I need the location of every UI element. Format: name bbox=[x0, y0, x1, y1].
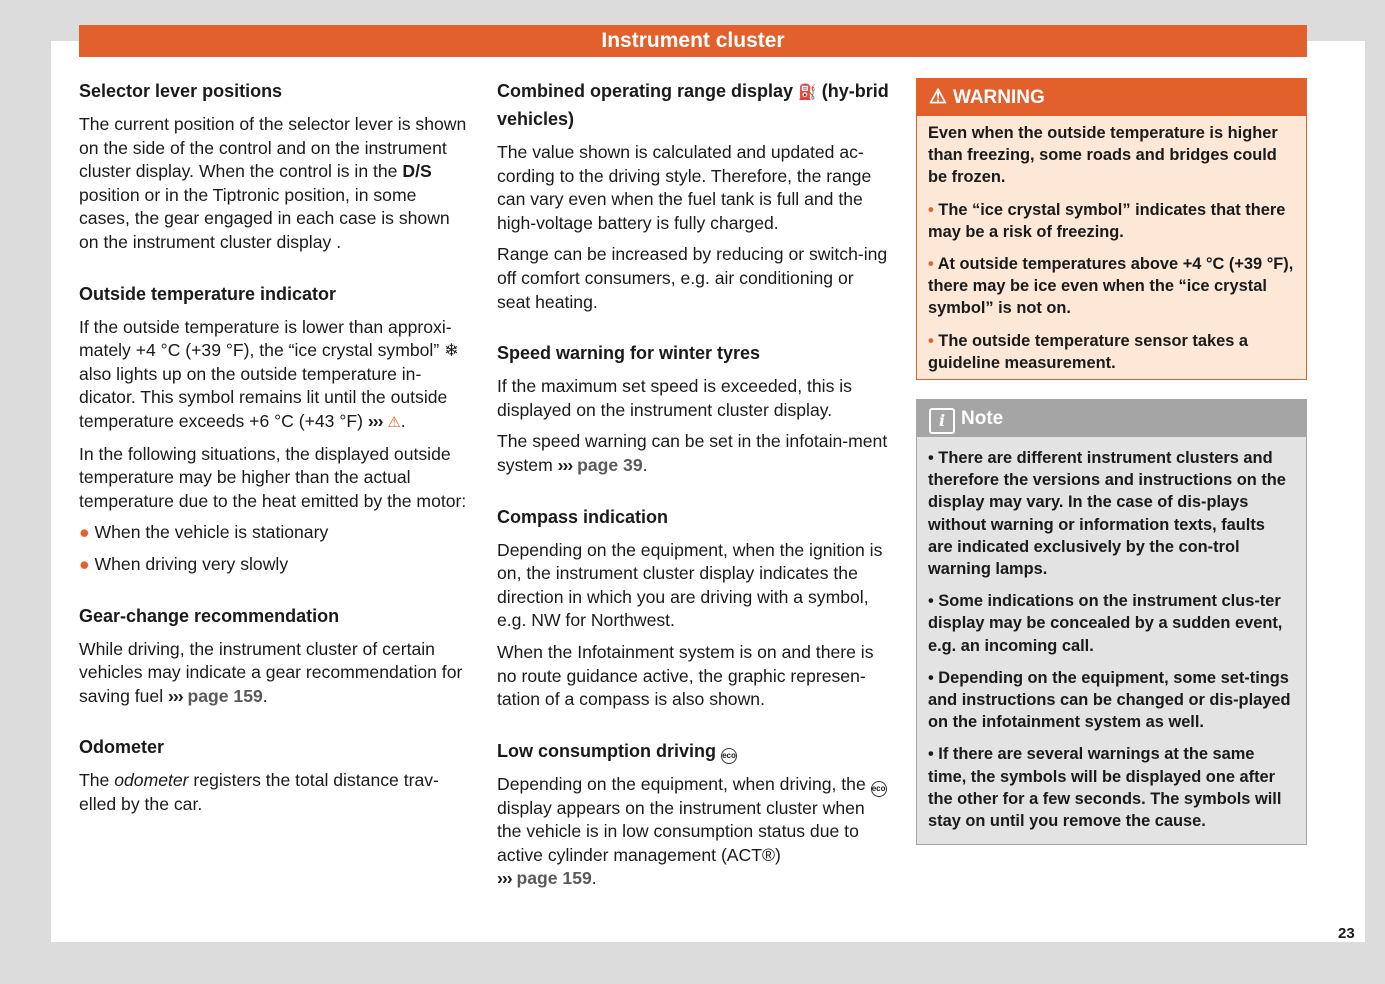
warning-triangle-icon[interactable]: ⚠ bbox=[387, 413, 401, 431]
warning-box bbox=[916, 78, 1307, 380]
text: Combined operating range display bbox=[497, 81, 799, 101]
heading-compass: Compass indication bbox=[497, 506, 669, 527]
text: At outside temperatures above +4 °C (+39 °F), there may be ice even when the “ice crystal symbol” is not on. bbox=[928, 255, 1294, 318]
list-item bbox=[79, 553, 471, 577]
bullet-icon: • bbox=[928, 668, 934, 687]
section-compass bbox=[497, 504, 889, 712]
heading-operating-range bbox=[497, 78, 889, 132]
list-item bbox=[928, 447, 1294, 580]
note-title: Note bbox=[961, 408, 1004, 429]
text: The speed warning can be set in the infotain-ment system bbox=[497, 431, 888, 475]
eco-icon: eco bbox=[871, 781, 887, 797]
list-item bbox=[79, 521, 471, 545]
note-box bbox=[916, 399, 1307, 845]
list-item bbox=[928, 743, 1294, 832]
heading-low-consumption bbox=[497, 738, 889, 764]
text: The current position of the selector lever is shown on the side of the control and on the instrument cluster display. When the control is in the bbox=[79, 114, 467, 182]
text: If the outside temperature is lower than approxi-mately +4 °C (+39 °F), the “ice crystal symbol” bbox=[79, 316, 452, 361]
text: . bbox=[262, 685, 268, 706]
bullet-icon: ● bbox=[79, 553, 90, 574]
text: When driving very slowly bbox=[94, 553, 289, 574]
text: position or in the Tiptronic position, in some cases, the gear engaged in each case is shown on the instrument cluster display . bbox=[79, 184, 450, 252]
paragraph bbox=[79, 638, 471, 709]
snowflake-icon: ❄ bbox=[444, 340, 459, 361]
paragraph bbox=[497, 773, 889, 891]
section-operating-range bbox=[497, 78, 889, 314]
heading-selector-lever: Selector lever positions bbox=[79, 81, 283, 101]
list-item bbox=[928, 590, 1294, 657]
paragraph bbox=[79, 113, 471, 255]
section-outside-temperature bbox=[79, 281, 471, 577]
column-middle bbox=[497, 78, 889, 917]
text: While driving, the instrument cluster of certain vehicles may indicate a gear recommendation for saving fuel bbox=[79, 638, 463, 706]
text: Low consumption driving bbox=[497, 740, 721, 761]
text: Depending on the equipment, some set-tings and instructions can be changed or dis-played on the infotainment system as well. bbox=[928, 668, 1291, 732]
text: If there are several warnings at the same time, the symbols will be displayed one after the other for a few seconds. The symbols will stay on until you remove the cause. bbox=[928, 745, 1282, 831]
page-link[interactable]: page 39 bbox=[577, 454, 643, 475]
bullet-icon: • bbox=[928, 255, 934, 274]
heading-gear-change: Gear-change recommendation bbox=[79, 605, 340, 626]
paragraph: If the maximum set speed is exceeded, this is displayed on the instrument cluster display. bbox=[497, 376, 852, 420]
section-gear-change bbox=[79, 603, 471, 709]
text: registers the total distance trav-elled by the car. bbox=[79, 770, 439, 814]
heading-speed-warning: Speed warning for winter tyres bbox=[497, 343, 761, 364]
bullet-icon: • bbox=[928, 331, 934, 350]
heading-odometer: Odometer bbox=[79, 737, 165, 758]
list-item bbox=[928, 667, 1294, 734]
paragraph: Even when the outside temperature is higher than freezing, some roads and bridges could be frozen. bbox=[928, 124, 1278, 187]
text: . bbox=[591, 868, 597, 889]
paragraph: The value shown is calculated and updated ac-cording to the driving style. Therefore, the range can vary even when the fuel tank is full and the high-voltage battery is fully charged. bbox=[497, 142, 872, 233]
list-item bbox=[928, 330, 1294, 374]
text: . bbox=[400, 410, 406, 431]
warning-triangle-icon: ⚠ bbox=[929, 86, 947, 108]
section-low-consumption bbox=[497, 738, 889, 891]
list-item bbox=[928, 199, 1294, 243]
bullet-icon: • bbox=[928, 745, 934, 764]
warning-body bbox=[917, 116, 1306, 374]
paragraph: Depending on the equipment, when the ignition is on, the instrument cluster display indicates the direction in which you are driving with a symbol, e.g. NW for Northwest. bbox=[497, 539, 883, 631]
note-body bbox=[917, 437, 1306, 832]
odometer-term: odometer bbox=[114, 770, 189, 791]
text: Depending on the equipment, when driving, the bbox=[497, 773, 871, 794]
bullet-icon: • bbox=[928, 592, 934, 611]
column-left bbox=[79, 78, 471, 842]
text: The bbox=[79, 770, 115, 791]
page-link[interactable]: page 159 bbox=[187, 685, 263, 706]
text: The “ice crystal symbol” indicates that there may be a risk of freezing. bbox=[928, 200, 1286, 241]
page-number: 23 bbox=[1338, 925, 1355, 942]
list-item bbox=[928, 253, 1294, 320]
reference-arrows: ››› bbox=[497, 868, 512, 889]
page-link[interactable]: page 159 bbox=[516, 868, 592, 889]
section-header: Instrument cluster bbox=[79, 25, 1307, 57]
text: (hy-brid vehicles) bbox=[497, 81, 889, 129]
warning-header bbox=[917, 79, 1306, 116]
reference-arrows: ››› bbox=[367, 410, 383, 431]
text: There are different instrument clusters and therefore the versions and instructions on the display may vary. In the case of dis-plays without warning or information texts, faults are indicated exclusively by the con-trol warning lamps. bbox=[928, 449, 1286, 579]
eco-icon: eco bbox=[721, 748, 737, 764]
reference-arrows: ››› bbox=[557, 454, 573, 475]
section-odometer bbox=[79, 734, 471, 816]
bullet-icon: ● bbox=[79, 522, 90, 543]
heading-outside-temperature: Outside temperature indicator bbox=[79, 283, 337, 304]
text: display appears on the instrument cluster when the vehicle is in low consumption status due to active cylinder management (ACT®) bbox=[497, 797, 865, 865]
note-header bbox=[917, 400, 1306, 437]
fuel-pump-icon: ⛽ bbox=[798, 84, 817, 101]
text: Some indications on the instrument clus-ter display may be concealed by a sudden event, e.g. an incoming call. bbox=[928, 592, 1283, 655]
text: When the vehicle is stationary bbox=[94, 522, 329, 543]
paragraph bbox=[79, 316, 471, 435]
text: also lights up on the outside temperature in-dicator. This symbol remains lit until the outside temperature exceeds +6 °C (+43 °F) bbox=[79, 363, 448, 431]
paragraph: In the following situations, the displayed outside temperature may be higher than the actual temperature due to the heat emitted by the motor: bbox=[79, 443, 467, 511]
paragraph bbox=[497, 430, 889, 477]
text: . bbox=[642, 454, 648, 475]
bullet-icon: • bbox=[928, 449, 934, 467]
bullet-icon: • bbox=[928, 200, 934, 219]
info-icon: i bbox=[929, 408, 955, 434]
section-speed-warning bbox=[497, 340, 889, 477]
ds-position: D/S bbox=[402, 161, 432, 182]
section-selector-lever bbox=[79, 78, 471, 255]
paragraph: Range can be increased by reducing or switch-ing off comfort consumers, e.g. air conditioning or seat heating. bbox=[497, 244, 888, 312]
warning-title: WARNING bbox=[952, 87, 1045, 108]
text: The outside temperature sensor takes a guideline measurement. bbox=[928, 331, 1249, 372]
reference-arrows: ››› bbox=[168, 685, 183, 706]
paragraph bbox=[79, 769, 471, 816]
paragraph: When the Infotainment system is on and there is no route guidance active, the graphic represen-tation of a compass is also shown. bbox=[497, 641, 874, 710]
